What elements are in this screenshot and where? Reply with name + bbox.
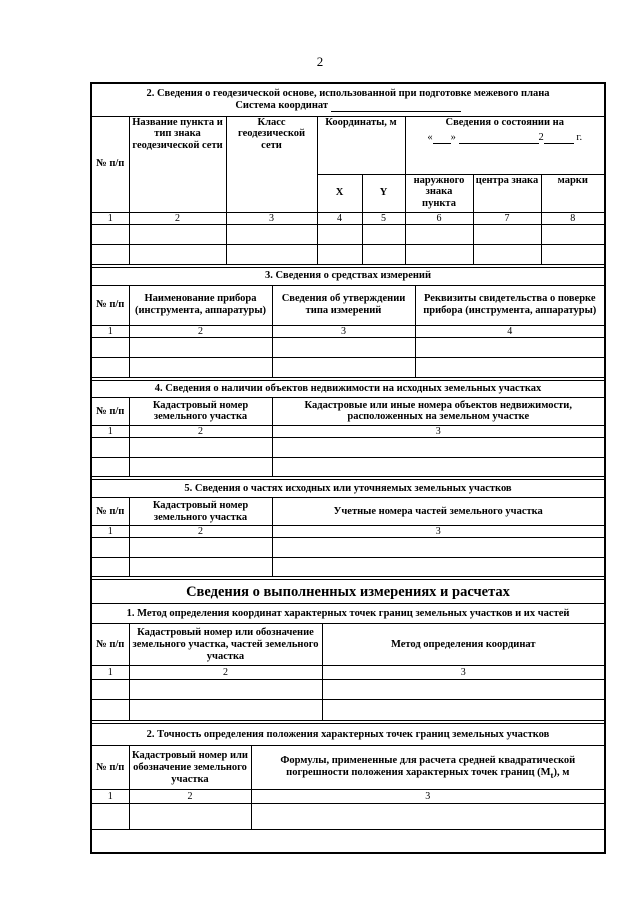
- land-parts-table: [92, 479, 604, 577]
- col-cadastral-header: Кадастровый номер земельного участка: [129, 498, 272, 526]
- empty-row: [92, 538, 604, 558]
- col-cadastral-header: Кадастровый номер или обозначение земельного участка, частей земельного участка: [129, 624, 322, 666]
- coord-system-blank: [331, 101, 461, 112]
- empty-row: [92, 804, 604, 830]
- coord-system-label: Система координат: [235, 99, 329, 111]
- section-2-title: 2. Сведения о геодезической основе, использованной при подготовке межевого плана Система координат: [92, 84, 604, 116]
- empty-row: [92, 680, 604, 700]
- main-title: Сведения о выполненных измерениях и расчетах: [92, 580, 604, 604]
- col-state-header: Сведения о состоянии на « » 2 г.: [405, 116, 604, 174]
- measuring-instruments-table: [92, 267, 604, 378]
- col-method-header: Метод определения координат: [322, 624, 604, 666]
- numbering-row: 1 2 3 4 5 6 7 8: [92, 212, 604, 224]
- col-parts-header: Учетные номера частей земельного участка: [272, 498, 604, 526]
- coordinate-method-table: [92, 579, 604, 721]
- col-x-header: X: [317, 174, 362, 212]
- accuracy-table: [92, 723, 604, 830]
- empty-row: [92, 438, 604, 458]
- measurement-2-title: 2. Точность определения положения характерных точек границ земельных участков: [92, 724, 604, 746]
- empty-row: [92, 244, 604, 264]
- col-num-header: № п/п: [92, 285, 129, 325]
- page-number: 2: [316, 54, 324, 69]
- col-cadastral-header: Кадастровый номер земельного участка: [129, 397, 272, 425]
- numbering-row: 1 2 3: [92, 425, 604, 437]
- empty-row: [92, 700, 604, 721]
- empty-row: [92, 458, 604, 477]
- col-y-header: Y: [362, 174, 405, 212]
- col-cadastral-header: Кадастровый номер или обозначение земельного участка: [129, 746, 251, 790]
- col-num-header: № п/п: [92, 397, 129, 425]
- form-frame: [90, 82, 606, 854]
- col-num-header: № п/п: [92, 624, 129, 666]
- real-estate-objects-table: [92, 380, 604, 477]
- empty-row: [92, 224, 604, 244]
- numbering-row: 1 2 3 4: [92, 325, 604, 337]
- col-approval-header: Сведения об утверждении типа измерений: [272, 285, 415, 325]
- measurement-1-title: 1. Метод определения координат характерных точек границ земельных участков и их частей: [92, 604, 604, 624]
- empty-row: [92, 558, 604, 577]
- numbering-row: 1 2 3: [92, 790, 604, 804]
- col-marks-header: марки: [541, 174, 604, 212]
- col-num-header: № п/п: [92, 498, 129, 526]
- col-device-header: Наименование прибора (инструмента, аппаратуры): [129, 285, 272, 325]
- empty-row: [92, 357, 604, 377]
- col-num-header: № п/п: [92, 746, 129, 790]
- section-3-title: 3. Сведения о средствах измерений: [92, 267, 604, 285]
- col-certificate-header: Реквизиты свидетельства о поверке прибора (инструмента, аппаратуры): [415, 285, 604, 325]
- numbering-row: 1 2 3: [92, 526, 604, 538]
- section-5-title: 5. Сведения о частях исходных или уточняемых земельных участков: [92, 480, 604, 498]
- geodetic-basis-table: [92, 84, 604, 265]
- numbering-row: 1 2 3: [92, 666, 604, 680]
- col-num-header: № п/п: [92, 116, 129, 212]
- col-coords-header: Координаты, м: [317, 116, 405, 174]
- col-class-header: Класс геодезической сети: [226, 116, 317, 212]
- col-center-sign-header: центра знака: [473, 174, 541, 212]
- col-outer-sign-header: наружного знака пункта: [405, 174, 473, 212]
- col-formula-header: Формулы, примененные для расчета средней квадратической погрешности положения характерных точек границ $(M_t)$, м: [251, 746, 604, 790]
- empty-row: [92, 337, 604, 357]
- section-4-title: 4. Сведения о наличии объектов недвижимости на исходных земельных участках: [92, 380, 604, 397]
- col-objects-header: Кадастровые или иные номера объектов недвижимости, расположенных на земельном участке: [272, 397, 604, 425]
- col-point-name-header: Название пункта и тип знака геодезической сети: [129, 116, 226, 212]
